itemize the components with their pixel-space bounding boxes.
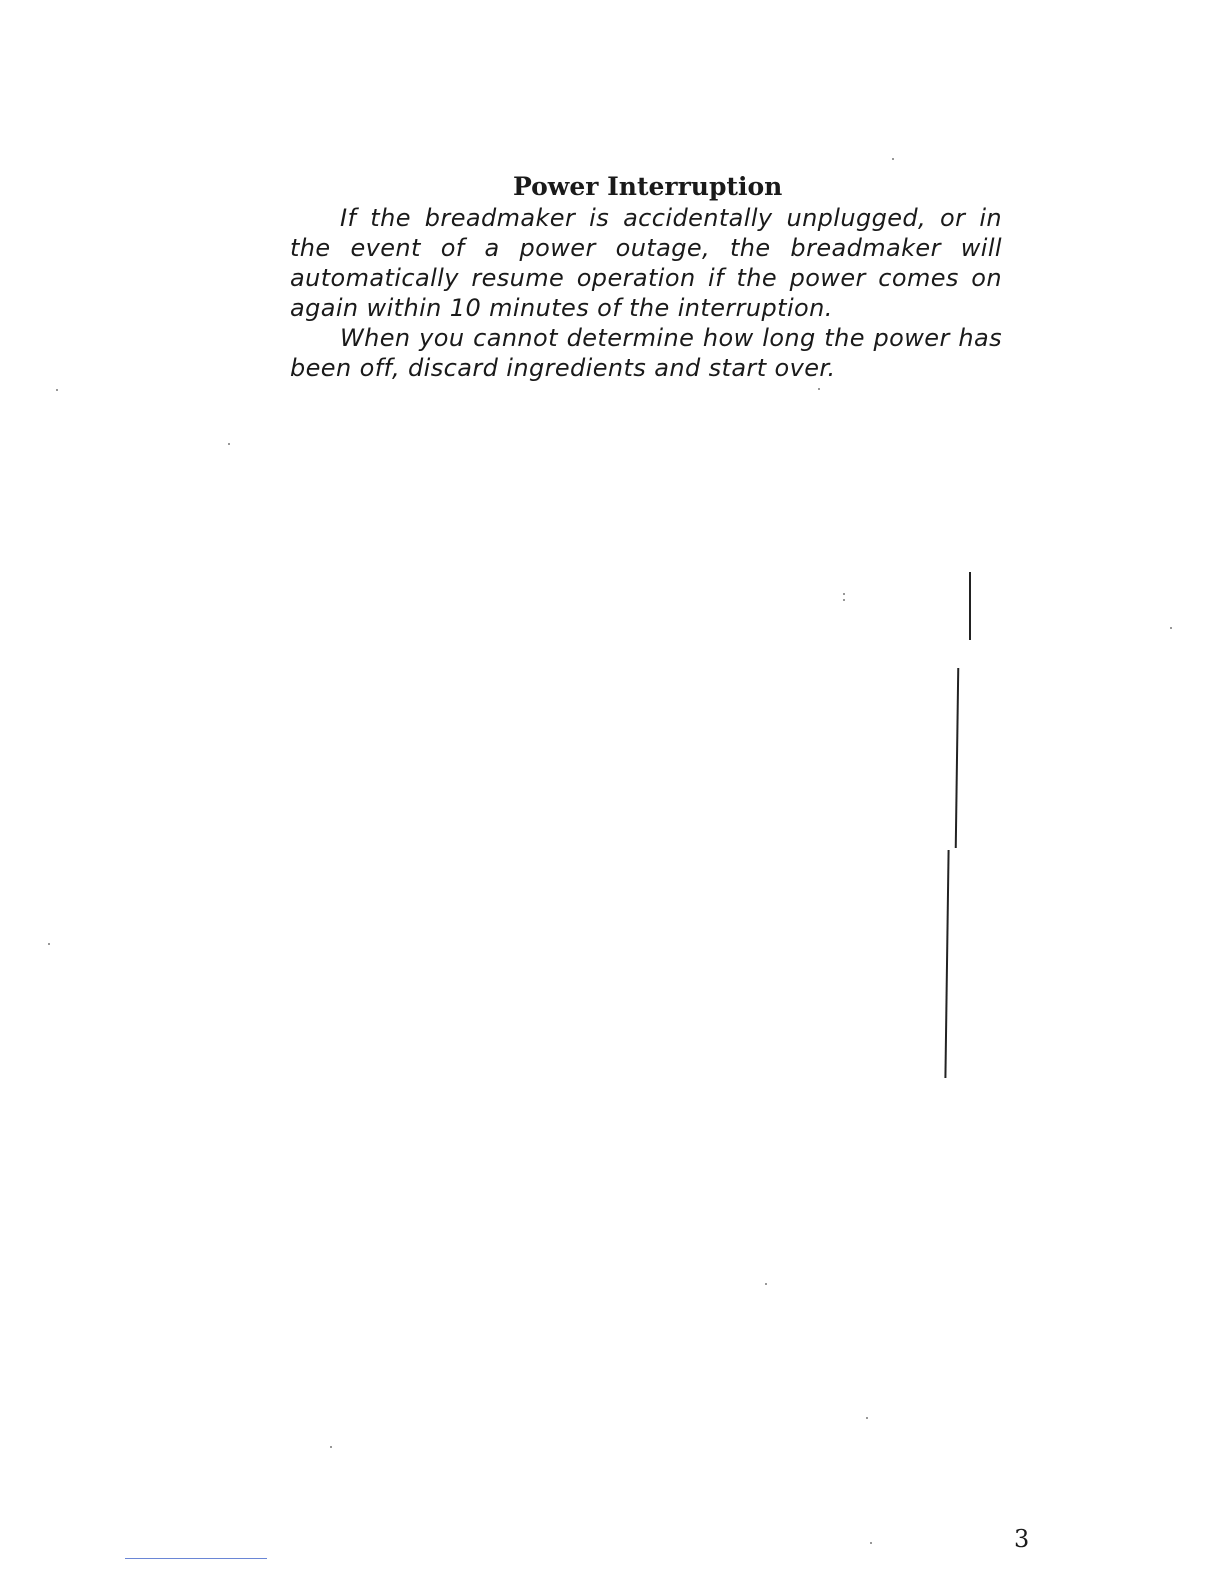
paragraph-discard-ingredients: When you cannot determine how long the power has been off, discard ingredients and start over. <box>290 324 1002 382</box>
scan-artifact-speck <box>765 1283 767 1285</box>
scan-artifact-line <box>969 572 971 640</box>
scan-artifact-speck <box>818 388 820 390</box>
page-number: 3 <box>1014 1525 1030 1553</box>
scan-artifact-speck <box>866 1417 868 1419</box>
scan-artifact-speck <box>843 599 845 601</box>
paragraph-power-outage: If the breadmaker is accidentally unplugged, or in the event of a power outage, the breadmaker will automatically resume operation if the power comes on again within 10 minutes of the interruption. <box>290 204 1002 322</box>
section-title: Power Interruption <box>513 171 783 201</box>
scan-artifact-speck <box>892 158 894 160</box>
scan-artifact-speck <box>228 443 230 445</box>
scan-artifact-speck <box>870 1542 872 1544</box>
scan-artifact-speck <box>56 389 58 391</box>
section-body <box>290 203 1002 383</box>
scan-artifact-speck <box>48 943 50 945</box>
scan-artifact-speck <box>843 593 845 595</box>
scan-artifact-line <box>955 668 960 848</box>
scan-artifact-speck <box>330 1446 332 1448</box>
scan-artifact-blue-rule <box>125 1558 267 1559</box>
scan-artifact-speck <box>1170 627 1172 629</box>
scan-artifact-line <box>944 850 949 1078</box>
